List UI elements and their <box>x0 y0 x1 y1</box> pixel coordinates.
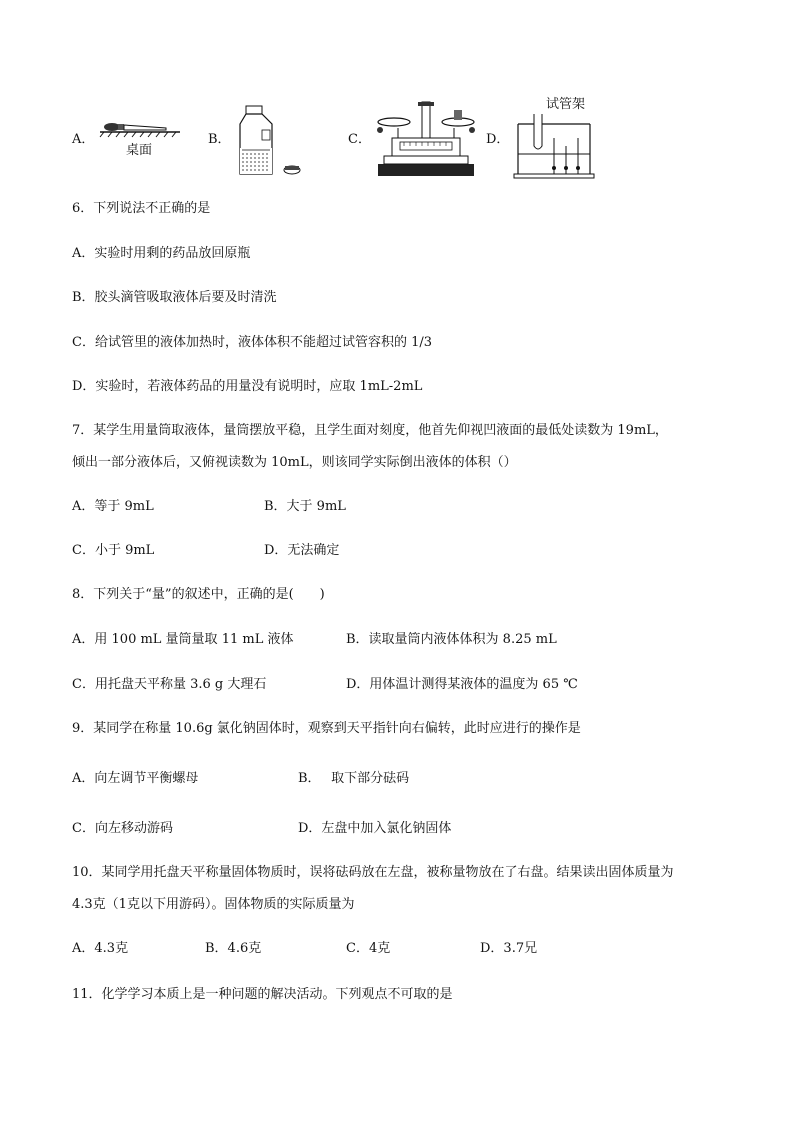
q8-option-b: B．读取量筒内液体体积为 8.25 mL <box>346 632 557 647</box>
q7-stem-line2: 倾出一部分液体后，又俯视读数为 10mL，则该同学实际倒出液体的体积（） <box>72 455 517 470</box>
q11-stem: 11．化学学习本质上是一种问题的解决活动。下列观点不可取的是 <box>72 987 453 1002</box>
q6-option-c: C．给试管里的液体加热时，液体体积不能超过试管容积的 1/3 <box>72 335 433 350</box>
q7-option-b: B．大于 9mL <box>264 499 346 514</box>
dropper-on-desk-figure <box>96 116 186 160</box>
q5-option-b-label: B． <box>208 132 231 147</box>
q10-option-a: A．4.3克 <box>72 941 129 956</box>
q8-option-c: C．用托盘天平称量 3.6 g 大理石 <box>72 677 267 692</box>
q5-option-a-label: A． <box>72 132 95 147</box>
q9-option-d: D．左盘中加入氯化钠固体 <box>298 821 452 836</box>
q10-option-b: B．4.6克 <box>205 941 262 956</box>
q10-option-c: C．4克 <box>346 941 391 956</box>
q10-stem-line2: 4.3克（1克以下用游码）。固体物质的实际质量为 <box>72 897 355 912</box>
desk-label: 桌面 <box>126 143 153 158</box>
test-tube-rack-figure <box>510 94 598 180</box>
q9-stem: 9．某同学在称量 10.6g 氯化钠固体时，观察到天平指针向右偏转，此时应进行的操作是 <box>72 721 581 736</box>
q6-stem: 6．下列说法不正确的是 <box>72 201 211 216</box>
q7-stem-line1: 7．某学生用量筒取液体，量筒摆放平稳，且学生面对刻度，他首先仰视凹液面的最低处读数为 19mL， <box>72 423 668 438</box>
q5-option-c-label: C． <box>348 132 371 147</box>
q7-option-d: D．无法确定 <box>264 543 340 558</box>
q5-option-d-label: D． <box>486 132 510 147</box>
q9-option-b: B． 取下部分砝码 <box>298 771 410 786</box>
q6-option-b: B．胶头滴管吸取液体后要及时清洗 <box>72 290 277 305</box>
q6-option-d: D．实验时，若液体药品的用量没有说明时，应取 1mL-2mL <box>72 379 423 394</box>
q7-option-a: A．等于 9mL <box>72 499 154 514</box>
reagent-bottle-figure <box>232 104 308 178</box>
q9-option-a: A．向左调节平衡螺母 <box>72 771 199 786</box>
q8-stem: 8．下列关于“量”的叙述中，正确的是( ) <box>72 587 325 602</box>
q10-option-d: D．3.7兄 <box>480 941 538 956</box>
q9-option-c: C．向左移动游码 <box>72 821 173 836</box>
q10-stem-line1: 10．某同学用托盘天平称量固体物质时，误将砝码放在左盘，被称量物放在了右盘。结果读出固体质量为 <box>72 865 674 880</box>
rack-label: 试管架 <box>546 97 586 112</box>
q8-option-a: A．用 100 mL 量筒量取 11 mL 液体 <box>72 632 294 647</box>
tray-balance-figure <box>372 98 480 180</box>
q6-option-a: A．实验时用剩的药品放回原瓶 <box>72 246 251 261</box>
q7-option-c: C．小于 9mL <box>72 543 155 558</box>
q8-option-d: D．用体温计测得某液体的温度为 65 ℃ <box>346 677 578 692</box>
